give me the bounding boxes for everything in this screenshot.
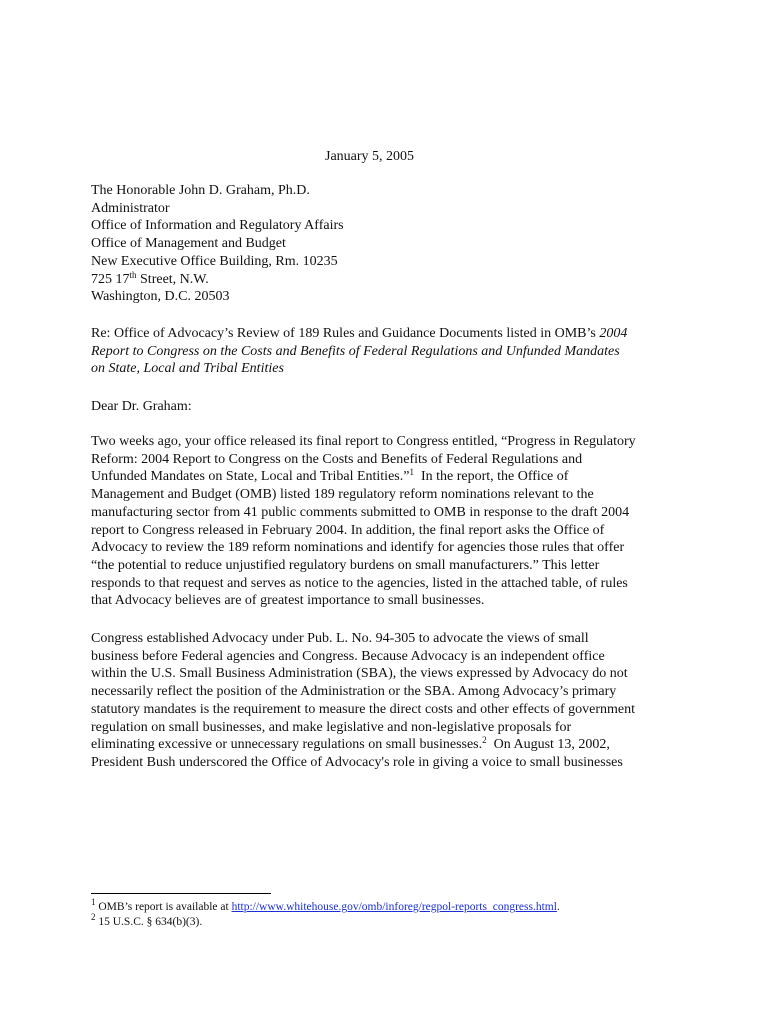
text-line: “the potential to reduce unjustified regulatory burdens on small manufacturers.” This letter	[91, 557, 600, 573]
footnote-2: $^2$ 15 U.S.C. § 634(b)(3).	[91, 912, 203, 928]
subject-title: Report to Congress on the Costs and Benefits of Federal Regulations and Unfunded Mandates	[91, 343, 620, 359]
text-line: business before Federal agencies and Congress. Because Advocacy is an independent office	[91, 648, 605, 664]
subject-prefix: Re: Office of Advocacy’s Review of 189 Rules and Guidance Documents listed in OMB’s	[91, 326, 600, 341]
body-paragraph-2	[91, 630, 731, 772]
text-line: within the U.S. Small Business Administration (SBA), the views expressed by Advocacy do not	[91, 666, 628, 682]
omb-report-link[interactable]: http://www.whitehouse.gov/omb/inforeg/regpol-reports_congress.html	[231, 901, 557, 913]
address-line: Office of Management and Budget	[91, 236, 286, 252]
street-rest: Street, N.W.	[136, 271, 209, 287]
footnote-number: 2	[91, 912, 96, 922]
footnote-ref-1: 1	[409, 467, 414, 478]
street-ordinal: th	[129, 269, 137, 280]
address-street	[91, 271, 731, 289]
text-line: Two weeks ago, your office released its final report to Congress entitled, “Progress in Regulatory	[91, 434, 636, 449]
footnote-number: 1	[91, 897, 96, 907]
footnote-1: $^1$ OMB’s report is available at http://www.whitehouse.gov/omb/inforeg/regpol-reports_congress.html.	[91, 897, 560, 913]
body-paragraph-1	[91, 433, 731, 610]
text-line: Management and Budget (OMB) listed 189 regulatory reform nominations relevant to the	[91, 487, 594, 503]
subject-title: on State, Local and Tribal Entities	[91, 361, 284, 377]
letter-date: January 5, 2005	[325, 149, 415, 164]
recipient-address	[91, 182, 731, 306]
text-line: Unfunded Mandates on State, Local and Tribal Entities.”$^1$ In the report, the Office of	[91, 467, 569, 485]
text-line: responds to that request and serves as notice to the agencies, listed in the attached table, of rules	[91, 575, 628, 591]
text-line: President Bush underscored the Office of Advocacy's role in giving a voice to small businesses	[91, 754, 623, 770]
address-line: Administrator	[91, 200, 170, 216]
subject-line	[91, 325, 731, 378]
text-line: Advocacy to review the 189 reform nominations and identify for agencies those rules that offer	[91, 540, 625, 556]
address-city: Washington, D.C. 20503	[91, 289, 230, 305]
salutation: Dear Dr. Graham:	[91, 399, 192, 414]
text-line: Congress established Advocacy under Pub. L. No. 94-305 to advocate the views of small	[91, 631, 589, 646]
address-line: Office of Information and Regulatory Affairs	[91, 218, 344, 234]
footnotes	[91, 897, 560, 930]
street-number: 725 17	[91, 271, 130, 287]
text-line: regulation on small businesses, and make legislative and non-legislative proposals for	[91, 719, 572, 735]
text-line: necessarily reflect the position of the Administration or the SBA. Among Advocacy’s primary	[91, 684, 617, 700]
footnote-ref-2: 2	[482, 735, 487, 746]
text-line: eliminating excessive or unnecessary regulations on small businesses.$^2$ On August 13, 2002,	[91, 735, 610, 753]
text-line: that Advocacy believes are of greatest importance to small businesses.	[91, 593, 485, 609]
text-line: manufacturing sector from 41 public comments submitted to OMB in response to the draft 2004	[91, 504, 630, 520]
address-line: The Honorable John D. Graham, Ph.D.	[91, 183, 310, 198]
text-line: report to Congress released in February 2004. In addition, the final report asks the Office of	[91, 522, 605, 538]
text-line: Reform: 2004 Report to Congress on the Costs and Benefits of Federal Regulations and	[91, 451, 583, 467]
text-line: statutory mandates is the requirement to measure the direct costs and other effects of government	[91, 701, 636, 717]
subject-title: 2004	[599, 326, 628, 341]
footnote-divider	[91, 893, 271, 894]
address-line: New Executive Office Building, Rm. 10235	[91, 253, 338, 269]
